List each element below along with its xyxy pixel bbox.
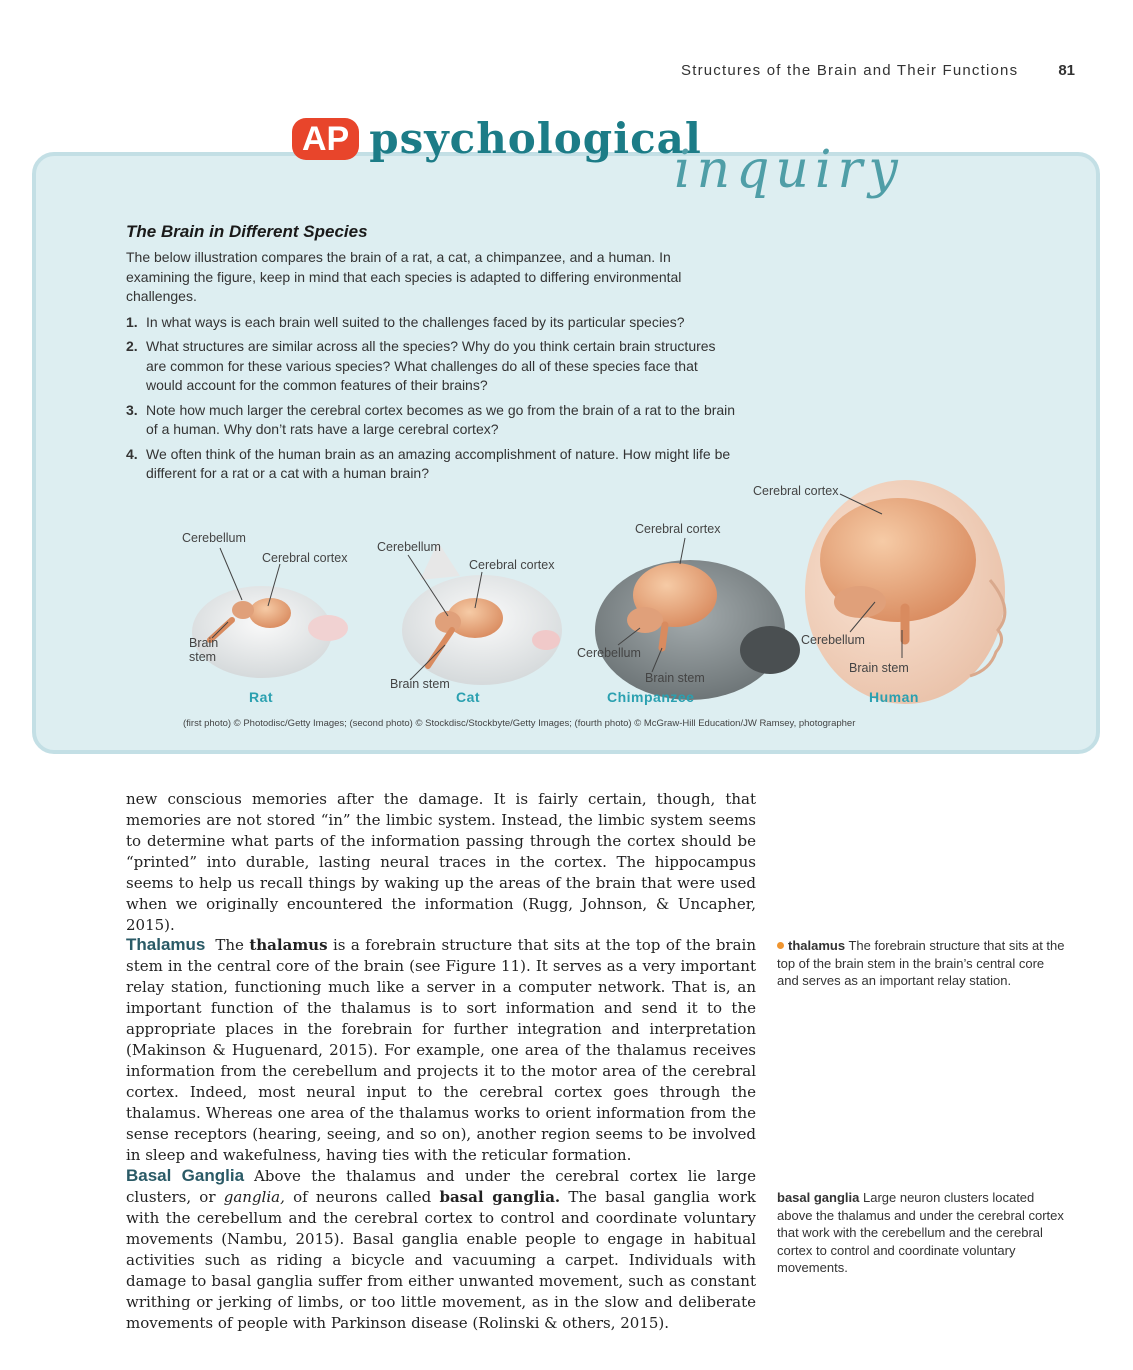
question-text: We often think of the human brain as an amazing accomplishment of nature. How might life be different for a rat or a cat with a human brain? xyxy=(146,445,731,481)
question-item xyxy=(126,313,736,333)
label-human-cerebral-cortex: Cerebral cortex xyxy=(753,484,839,498)
chimp-muzzle xyxy=(740,626,800,674)
label-chimp-brain-stem: Brain stem xyxy=(645,671,705,685)
thalamus-text: is a forebrain structure that sits at the top of the brain stem in the central core of the brain (see Figure 11). It serves as a very important relay station, functioning much like a server in a computer network. That is, an important function of the thalamus is to sort information and send it to the appropriate places in the forebrain for further integration and interpretation (Makinson & Huguenard, 2015). For example, one area of the thalamus receives information from the cerebellum and projects it to the motor area of the cerebral cortex. Indeed, most neural input to the cerebral cortex goes through the thalamus. Whereas one area of the thalamus works to orient information from the sense receptors (hearing, seeing, and so on), another region seems to be involved in sleep and wakefulness, having ties with the reticular formation. xyxy=(126,936,757,1164)
label-cat-brain-stem: Brain stem xyxy=(390,677,450,691)
question-number: 3. xyxy=(126,401,138,418)
body-paragraph-limbic: new conscious memories after the damage. It is fairly certain, though, that memories are not stored “in” the limbic system. Instead, the limbic system seems to determine what parts of the information passing through the cortex should be “printed” into durable, lasting neural traces in the cortex. The hippocampus seems to help us recall things by waking up the areas of the brain that were used when we originally encountered the information (Rugg, Johnson, & Uncapher, 2015). xyxy=(126,790,756,934)
bullet-dot-icon xyxy=(777,942,784,949)
question-text: In what ways is each brain well suited to the challenges faced by its particular species? xyxy=(146,313,685,330)
chimp-cerebellum xyxy=(627,607,663,633)
label-chimp-cerebral-cortex: Cerebral cortex xyxy=(635,522,721,536)
question-item xyxy=(126,337,736,396)
brain-illustration xyxy=(170,480,1070,720)
rat-cerebellum xyxy=(232,601,254,619)
label-cat-cerebral-cortex: Cerebral cortex xyxy=(469,558,555,572)
species-label-chimpanzee: Chimpanzee xyxy=(607,689,695,705)
page-number: 81 xyxy=(1058,62,1075,79)
section-heading-basal-ganglia: Basal Ganglia xyxy=(126,1166,245,1185)
question-list xyxy=(126,313,736,484)
basal-text: The basal ganglia work with the cerebellum and the cerebral cortex to control and coordinate voluntary movements (Nambu, 2015). Basal ganglia enable people to engage in habitual activities such as riding a bicycle and vacuuming a carpet. Individuals with damage to basal ganglia suffer from either unwanted movement, such as constant writhing or jerking of limbs, or too little movement, as in the slow and deliberate movements of people with Parkinson disease (Rolinski & others, 2015). xyxy=(126,1188,757,1332)
question-text: Note how much larger the cerebral cortex becomes as we go from the brain of a rat to the brain of a human. Why don’t rats have a large cerebral cortex? xyxy=(146,401,736,437)
label-rat-cerebral-cortex: Cerebral cortex xyxy=(262,551,348,565)
inquiry-title: The Brain in Different Species xyxy=(126,222,368,241)
label-rat-cerebellum: Cerebellum xyxy=(182,531,246,545)
label-human-cerebellum: Cerebellum xyxy=(801,633,865,647)
section-heading-thalamus: Thalamus xyxy=(126,935,206,954)
margin-def-thalamus-text: The forebrain structure that sits at the top of the brain stem in the brain’s central core and serves as an important relay station. xyxy=(777,938,1065,988)
inquiry-intro: The below illustration compares the brain of a rat, a cat, a chimpanzee, and a human. In examining the figure, keep in mind that each species is adapted to differing environmental challenges. xyxy=(126,249,682,304)
chimp-brainstem xyxy=(662,625,665,648)
margin-definition-basal-ganglia xyxy=(777,1189,1067,1277)
cat-cerebellum xyxy=(435,611,461,633)
photo-credits: (first photo) © Photodisc/Getty Images; (second photo) © Stockdisc/Stockbyte/Getty Images; (fourth photo) © McGraw-Hill Education/JW Ramsey, photographer xyxy=(183,718,856,729)
brain-comparison-figure xyxy=(170,480,1070,720)
brand-word-inquiry: inquiry xyxy=(674,140,904,200)
running-head-title: Structures of the Brain and Their Functions xyxy=(681,62,1019,79)
ap-badge: AP xyxy=(292,118,359,160)
rat-cortex xyxy=(249,598,291,628)
body-paragraph-thalamus xyxy=(126,934,756,1166)
species-label-human: Human xyxy=(869,689,919,705)
rat-nose xyxy=(308,615,348,641)
label-rat-brain-stem: Brain stem xyxy=(189,636,219,664)
question-item xyxy=(126,445,736,484)
human-cerebellum xyxy=(834,586,886,618)
inquiry-content xyxy=(126,222,736,489)
question-number: 2. xyxy=(126,338,138,354)
question-item xyxy=(126,401,736,440)
body-paragraph-basal-ganglia xyxy=(126,1165,756,1334)
label-human-brain-stem: Brain stem xyxy=(849,661,909,675)
label-chimp-cerebellum: Cerebellum xyxy=(577,646,641,660)
margin-definition-thalamus xyxy=(777,937,1067,990)
margin-term-thalamus: thalamus xyxy=(788,938,846,953)
question-number: 4. xyxy=(126,445,138,462)
brand-word-psychological: psychological xyxy=(369,114,702,163)
thalamus-text-lead: The xyxy=(215,936,250,954)
key-term-thalamus: thalamus xyxy=(249,936,328,954)
basal-text-mid: of neurons called xyxy=(284,1188,440,1206)
margin-term-basal-ganglia: basal ganglia xyxy=(777,1190,860,1205)
question-text: What structures are similar across all the species? Why do you think certain brain structures are common for these various species? What challenges do all of these species face that would account for the common features of their brains? xyxy=(146,338,716,393)
margin-def-basal-text: Large neuron clusters located above the thalamus and under the cerebral cortex that work with the cerebellum and the cerebral cortex to control and coordinate voluntary movements. xyxy=(777,1190,1064,1275)
pointer-line xyxy=(680,538,685,564)
running-head xyxy=(560,62,1075,79)
label-cat-cerebellum: Cerebellum xyxy=(377,540,441,554)
key-term-basal-ganglia: basal ganglia. xyxy=(439,1188,561,1206)
cat-nose xyxy=(532,630,560,650)
question-number: 1. xyxy=(126,313,138,330)
species-label-cat: Cat xyxy=(456,689,481,705)
species-label-rat: Rat xyxy=(249,689,274,705)
basal-italic-ganglia: ganglia, xyxy=(223,1188,285,1206)
feature-brand xyxy=(292,114,702,163)
basal-text-lead: Above the thalamus and under the cerebral cortex lie large clusters, or xyxy=(126,1167,757,1206)
